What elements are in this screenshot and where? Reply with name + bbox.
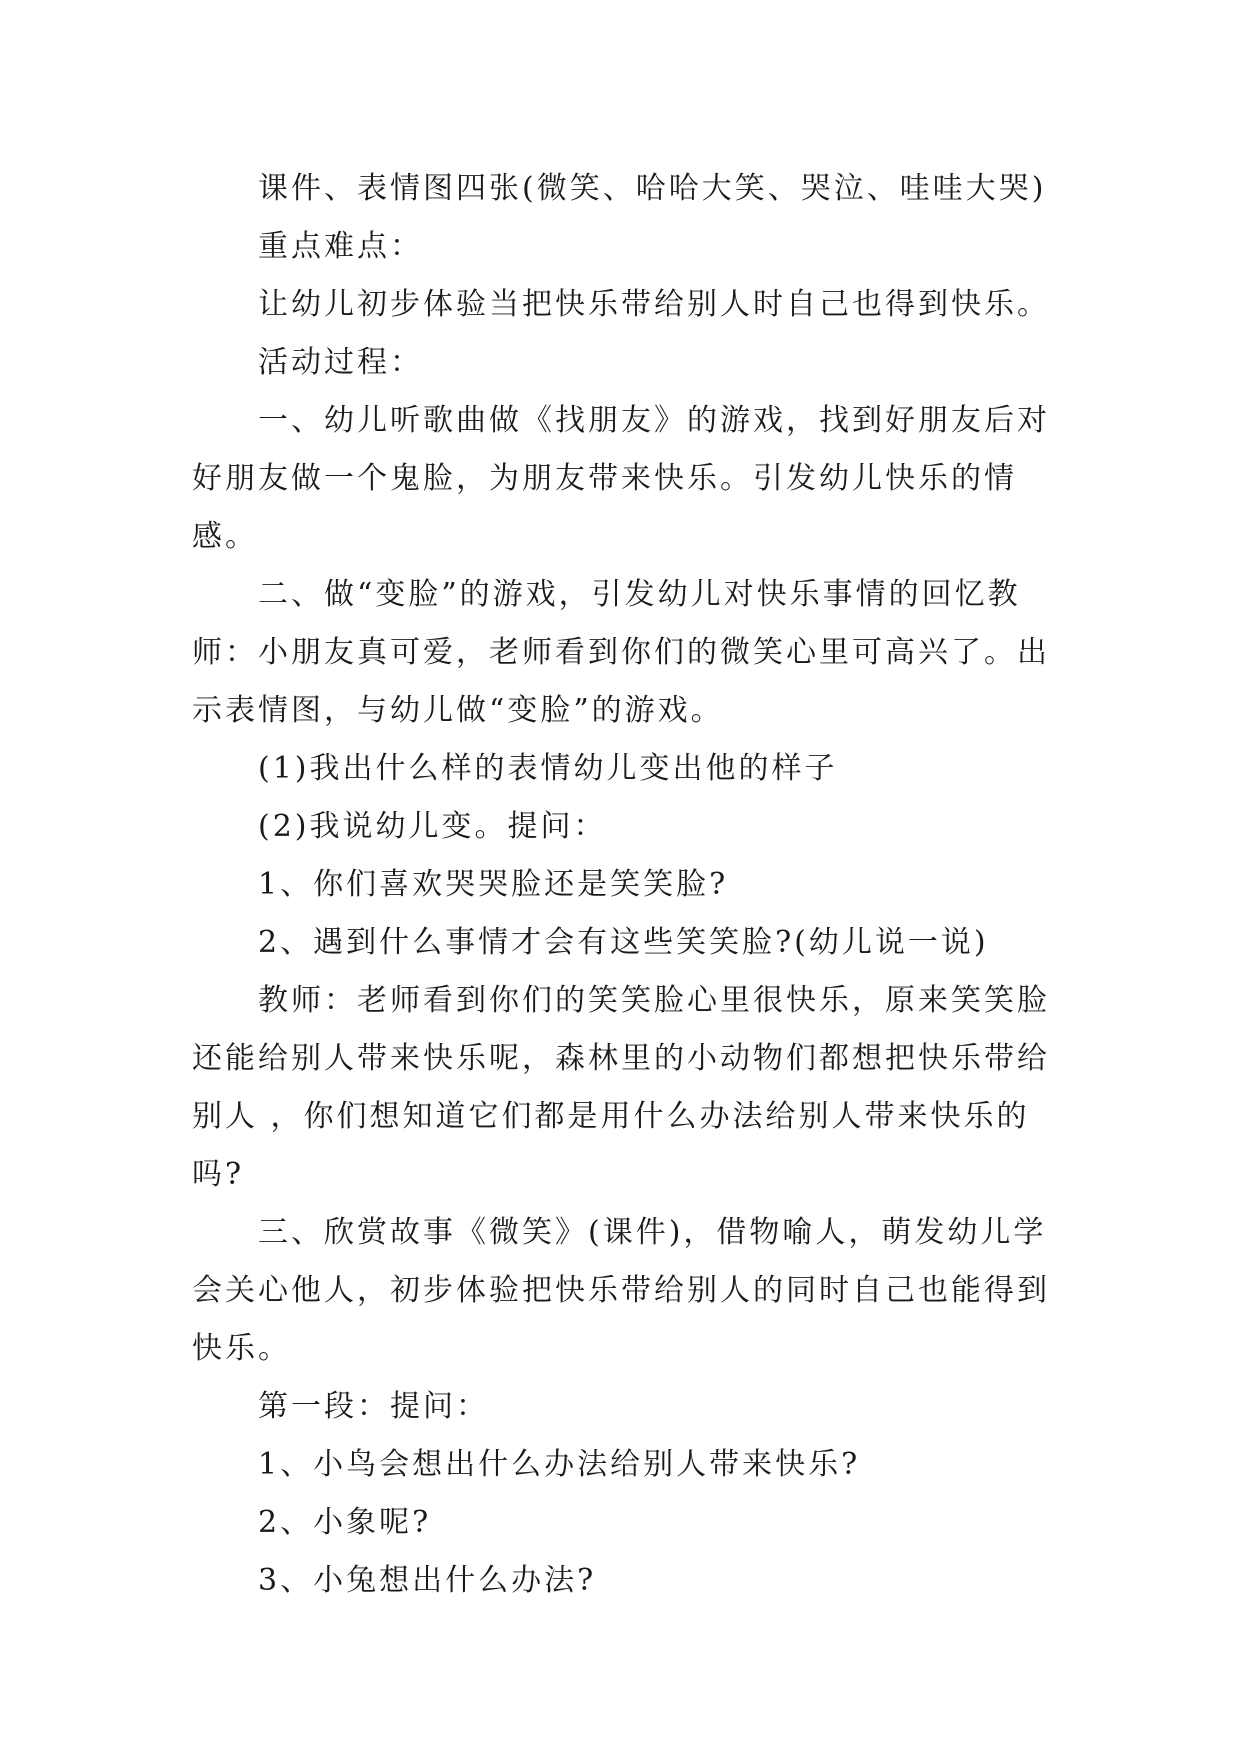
heading-activity-process: 活动过程：: [258, 345, 423, 380]
paragraph-question-elephant: 2、小象呢?: [258, 1505, 432, 1540]
document-body: [192, 160, 1072, 1610]
paragraph-step-one: 一、幼儿听歌曲做《找朋友》的游戏，找到好朋友后对好朋友做一个鬼脸，为朋友带来快乐。引发幼儿快乐的情感。: [192, 403, 1050, 554]
paragraph-question-bird: 1、小鸟会想出什么办法给别人带来快乐?: [258, 1447, 861, 1482]
paragraph-question-1: 1、你们喜欢哭哭脸还是笑笑脸?: [258, 867, 729, 902]
paragraph-question-2: 2、遇到什么事情才会有这些笑笑脸?(幼儿说一说): [258, 925, 989, 960]
paragraph-question-rabbit: 3、小兔想出什么办法?: [258, 1563, 597, 1598]
paragraph-item-1: (1)我出什么样的表情幼儿变出他的样子: [258, 751, 838, 786]
paragraph-step-three: 三、欣赏故事《微笑》(课件)，借物喻人，萌发幼儿学会关心他人，初步体验把快乐带给别人的同时自己也能得到快乐。: [192, 1215, 1050, 1366]
paragraph-key-points: 让幼儿初步体验当把快乐带给别人时自己也得到快乐。: [258, 287, 1050, 322]
paragraph-item-2: (2)我说幼儿变。提问：: [258, 809, 607, 844]
paragraph-materials: 课件、表情图四张(微笑、哈哈大笑、哭泣、哇哇大哭): [258, 171, 1047, 206]
heading-key-points: 重点难点：: [258, 229, 423, 264]
heading-section-one: 第一段：提问：: [258, 1389, 489, 1424]
paragraph-step-two: 二、做“变脸”的游戏，引发幼儿对快乐事情的回忆教师：小朋友真可爱，老师看到你们的微笑心里可高兴了。出示表情图，与幼儿做“变脸”的游戏。: [192, 577, 1050, 728]
paragraph-teacher: 教师：老师看到你们的笑笑脸心里很快乐，原来笑笑脸还能给别人带来快乐呢，森林里的小动物们都想把快乐带给别人 ，你们想知道它们都是用什么办法给别人带来快乐的吗?: [192, 983, 1050, 1192]
